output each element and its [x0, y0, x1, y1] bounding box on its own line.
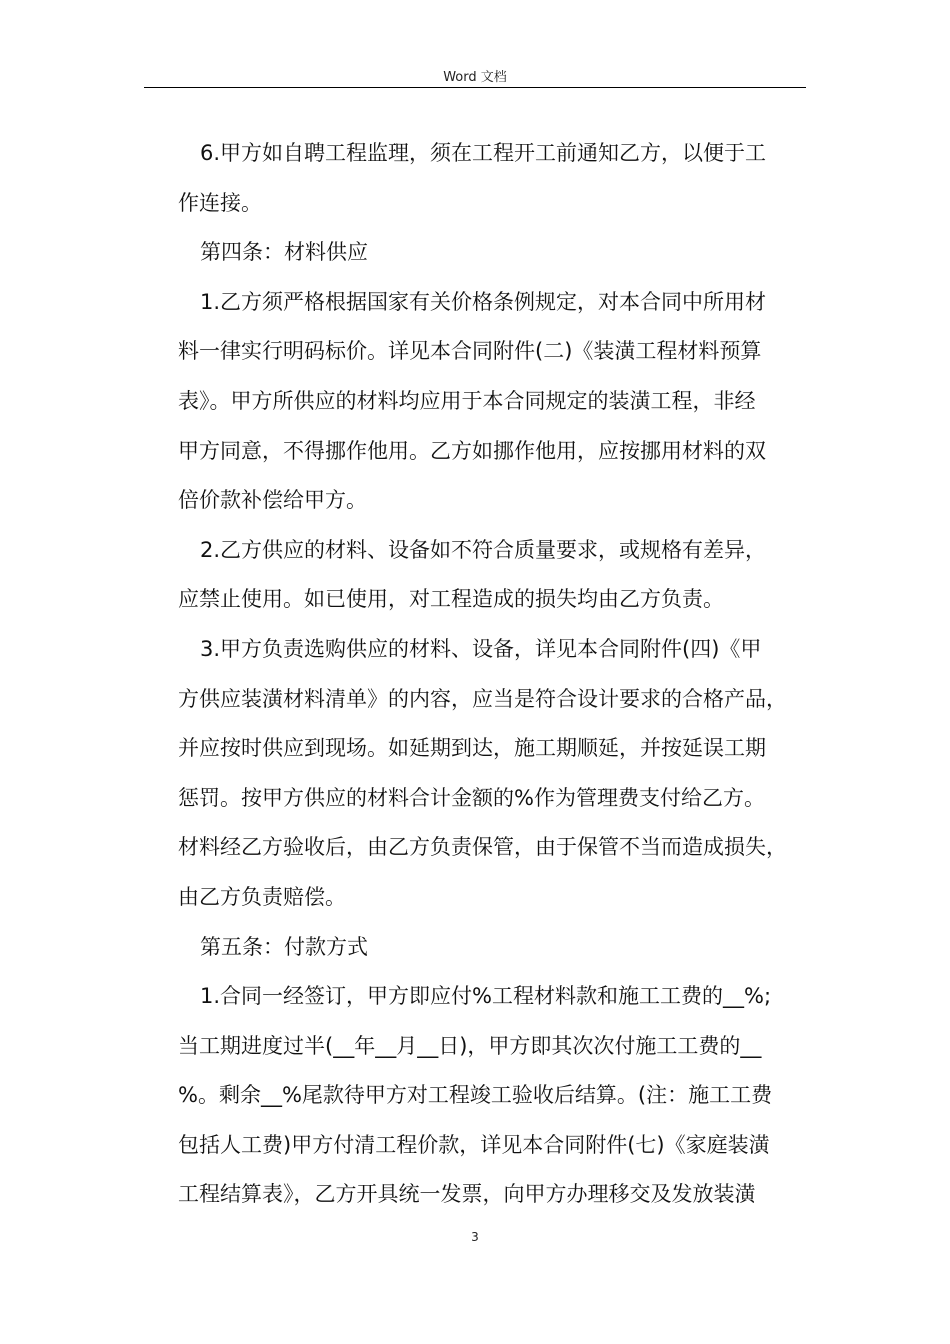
body-line: 6.甲方如自聘工程监理，须在工程开工前通知乙方，以便于工	[200, 141, 767, 165]
body-line: 作连接。	[178, 190, 262, 215]
body-line: 惩罚。按甲方供应的材料合计金额的%作为管理费支付给乙方。	[178, 785, 765, 810]
header-divider	[144, 87, 806, 88]
document-body	[178, 129, 810, 1220]
body-line: 料一律实行明码标价。详见本合同附件(二)《装潢工程材料预算	[178, 339, 762, 364]
section-heading: 第四条：材料供应	[200, 240, 368, 265]
body-line: 包括人工费)甲方付清工程价款，详见本合同附件(七)《家庭装潢	[178, 1132, 770, 1157]
body-line: 由乙方负责赔偿。	[178, 884, 346, 909]
body-line: %。剩余__%尾款待甲方对工程竣工验收后结算。(注：施工工费	[178, 1083, 773, 1108]
body-line: 方供应装潢材料清单》的内容，应当是符合设计要求的合格产品，	[178, 686, 787, 711]
body-line: 1.合同一经签订，甲方即应付%工程材料款和施工工费的__%;	[200, 984, 772, 1009]
body-line: 并应按时供应到现场。如延期到达，施工期顺延，并按延误工期	[178, 736, 766, 761]
body-line: 3.甲方负责选购供应的材料、设备，详见本合同附件(四)《甲	[200, 636, 762, 661]
body-line: 材料经乙方验收后，由乙方负责保管，由于保管不当而造成损失，	[178, 835, 787, 860]
body-line: 应禁止使用。如已使用，对工程造成的损失均由乙方负责。	[178, 587, 724, 612]
body-line: 倍价款补偿给甲方。	[178, 488, 367, 513]
page-header: Word 文档	[443, 70, 507, 85]
body-line: 2.乙方供应的材料、设备如不符合质量要求，或规格有差异，	[200, 537, 767, 562]
body-line: 1.乙方须严格根据国家有关价格条例规定，对本合同中所用材	[200, 289, 767, 314]
body-line: 当工期进度过半(__年__月__日)，甲方即其次次付施工工费的__	[178, 1033, 762, 1058]
body-line: 表》。甲方所供应的材料均应用于本合同规定的装潢工程，非经	[178, 388, 756, 413]
body-line: 工程结算表》，乙方开具统一发票，向甲方办理移交及发放装潢	[178, 1182, 756, 1207]
body-line: 甲方同意，不得挪作他用。乙方如挪作他用，应按挪用材料的双	[178, 438, 766, 463]
section-heading: 第五条：付款方式	[200, 934, 368, 959]
page-number: 3	[471, 1230, 479, 1244]
